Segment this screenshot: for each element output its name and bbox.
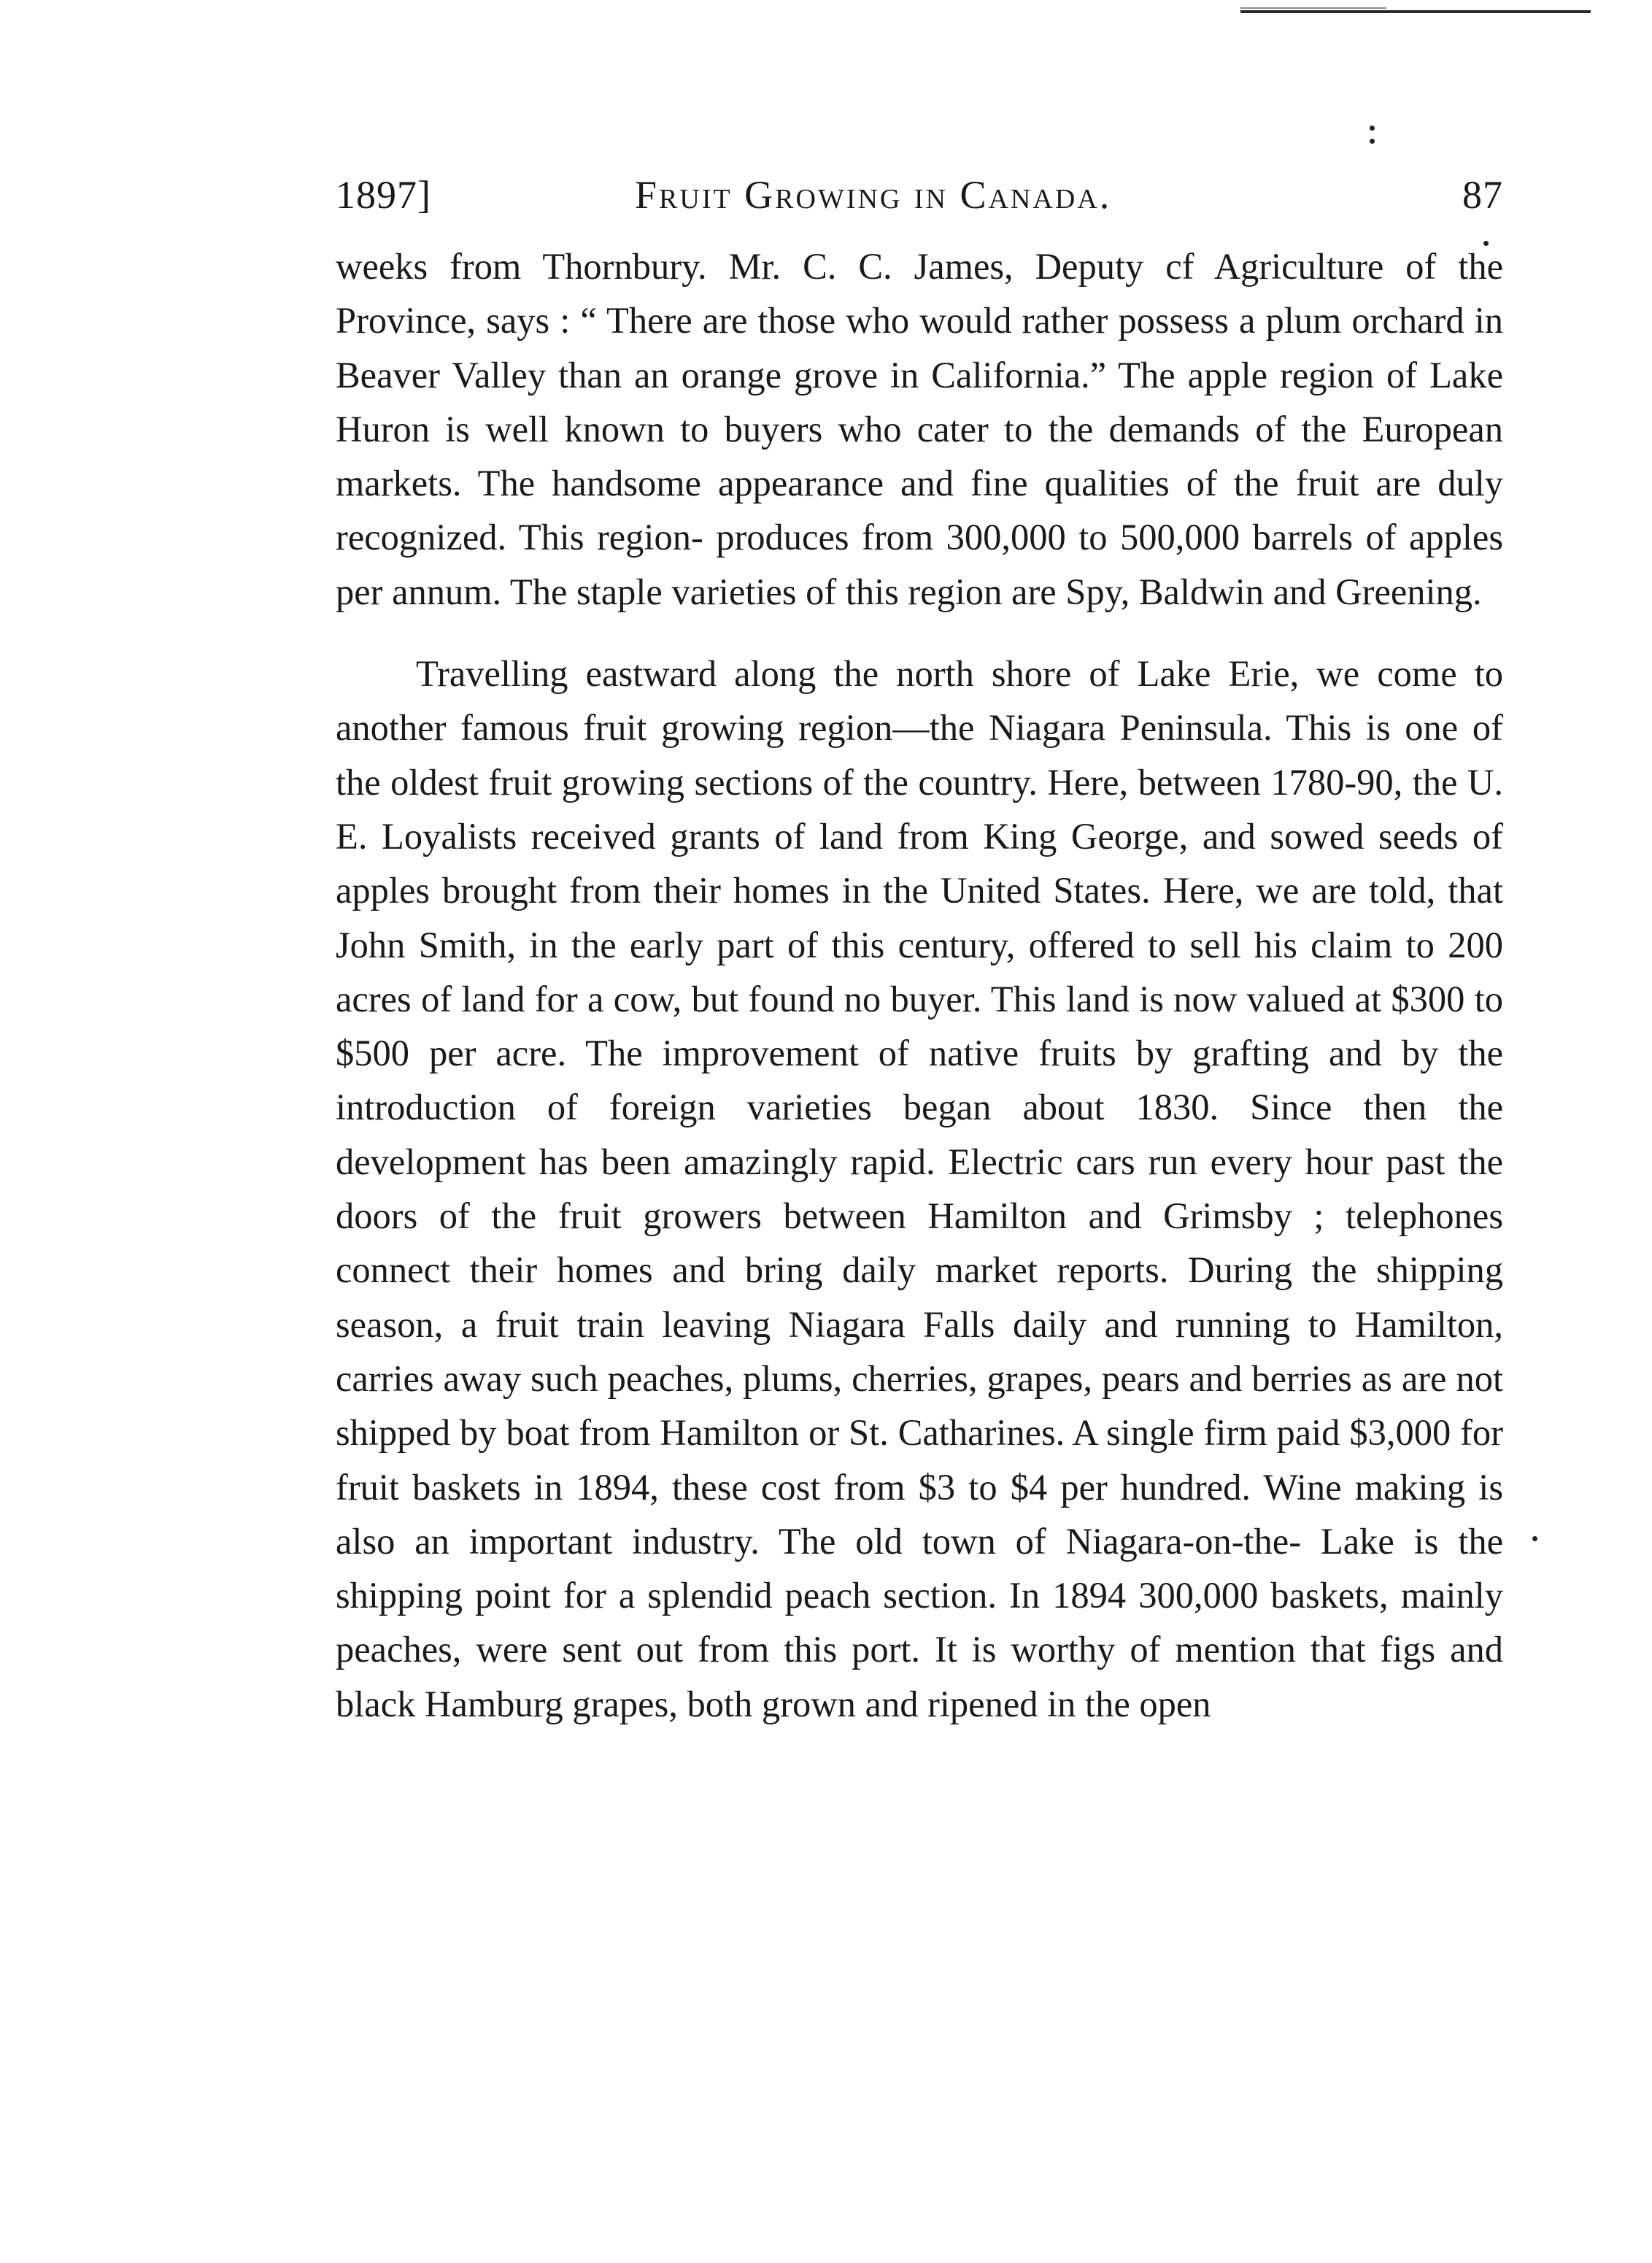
top-edge-rule bbox=[1240, 10, 1591, 13]
top-edge-rule-light bbox=[1240, 7, 1386, 9]
running-head-year: 1897] bbox=[336, 173, 431, 217]
print-speck bbox=[1370, 139, 1375, 144]
running-head bbox=[336, 172, 1503, 231]
paragraph-1: weeks from Thornbury. Mr. C. C. James, Deputy cf Agriculture of the Province, says : “ There are those who would rather possess a plum orchard in Beaver Valley than an orange grove in California.” The apple region of Lake Huron is well known to buyers who cater to the demands of the European markets. The handsome appearance and fine qualities of the fruit are duly recognized. This region- produces from 300,000 to 500,000 barrels of apples per annum. The staple varieties of this region are Spy, Baldwin and Greening. bbox=[336, 246, 1503, 612]
print-speck bbox=[1532, 1536, 1537, 1541]
paragraph-2: Travelling eastward along the north shore of Lake Erie, we come to another famous fruit growing region—the Niagara Peninsula. This is one of the oldest fruit growing sections of the country. Here, between 1780-90, the U. E. Loyalists received grants of land from King George, and sowed seeds of apples brought from their homes in the United States. Here, we are told, that John Smith, in the early part of this century, offered to sell his claim to 200 acres of land for a cow, but found no buyer. This land is now valued at $300 to $500 per acre. The improvement of native fruits by grafting and by the introduction of foreign varieties began about 1830. Since then the development has been amazingly rapid. Electric cars run every hour past the doors of the fruit growers between Hamilton and Grimsby ; telephones connect their homes and bring daily market reports. During the shipping season, a fruit train leaving Niagara Falls daily and running to Hamilton, carries away such peaches, plums, cherries, grapes, pears and berries as are not shipped by boat from Hamilton or St. Catharines. A single firm paid $3,000 for fruit baskets in 1894, these cost from $3 to $4 per hundred. Wine making is also an important industry. The old town of Niagara-on-the- Lake is the shipping point for a splendid peach section. In 1894 300,000 baskets, mainly peaches, were sent out from this port. It is worthy of mention that figs and black Hamburg grapes, both grown and ripened in the open bbox=[336, 653, 1503, 1724]
running-head-title: Fruit Growing in Canada. bbox=[635, 173, 1112, 217]
print-speck bbox=[1370, 126, 1375, 131]
page-number: 87 bbox=[1462, 173, 1503, 217]
body-text bbox=[336, 239, 1503, 1731]
